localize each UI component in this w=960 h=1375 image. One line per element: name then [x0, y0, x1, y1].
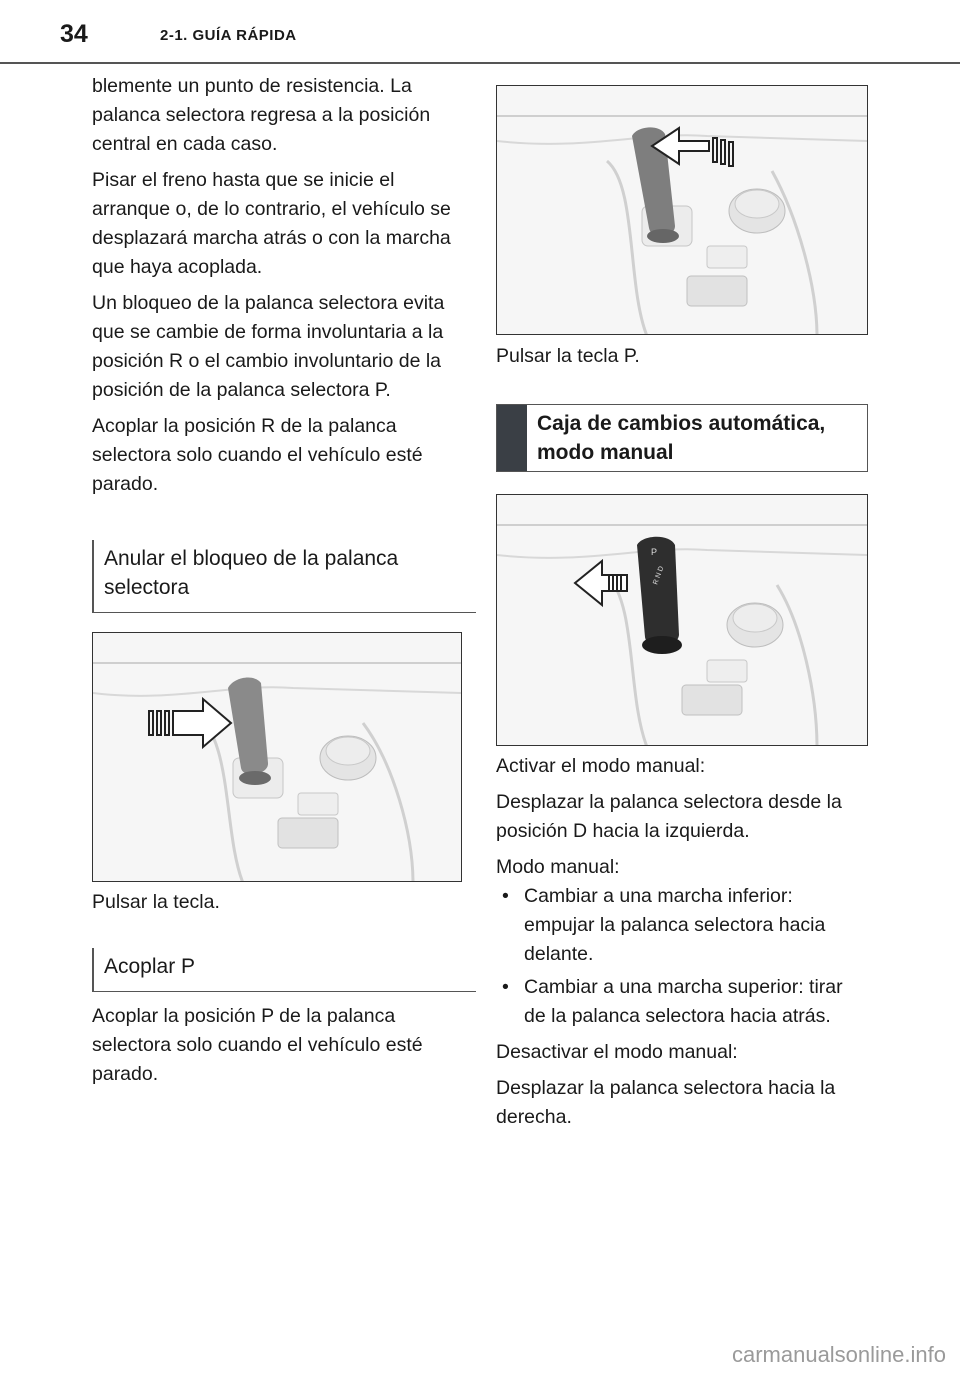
list-item: • Cambiar a una marcha inferior: empujar la palanca selectora hacia delante. — [496, 882, 868, 969]
lever-p-label: P — [651, 547, 658, 557]
heading-manual-mode: Caja de cambios automática, modo manual — [537, 412, 826, 464]
figure-p-button — [496, 85, 868, 335]
paragraph: blemente un punto de resistencia. La palanca selectora regresa a la posición central en cada caso. — [92, 75, 431, 155]
paragraph: Un bloqueo de la palanca selectora evita que se cambie de forma involuntaria a la posición R o el cambio involuntario de la posición de la palanca selectora P. — [92, 292, 445, 401]
heading-unlock-lever: Anular el bloqueo de la palanca selectora — [92, 540, 476, 613]
section-title: 2-1. GUÍA RÁPIDA — [160, 27, 297, 44]
page-number: 34 — [60, 20, 88, 48]
left-intro-text — [92, 72, 464, 506]
paragraph: Activar el modo manual: — [496, 755, 706, 777]
watermark: carmanualsonline.info — [731, 1342, 946, 1367]
paragraph: Desplazar la palanca selectora desde la posición D hacia la izquierda. — [496, 791, 842, 842]
paragraph: Pisar el freno hasta que se inicie el arranque o, de lo contrario, el vehículo se desplazará marcha atrás o con la marcha que haya acoplada. — [92, 169, 451, 278]
right-body-text — [496, 752, 868, 1139]
paragraph: Modo manual: — [496, 856, 620, 878]
bullet-list — [496, 882, 868, 1031]
caption-unlock: Pulsar la tecla. — [92, 891, 220, 913]
figure-unlock-button — [92, 632, 462, 882]
lever-gear-letters: R N D — [652, 565, 666, 586]
paragraph: Desactivar el modo manual: — [496, 1041, 738, 1063]
paragraph-engage-p: Acoplar la posición P de la palanca selectora solo cuando el vehículo esté parado. — [92, 1005, 423, 1085]
heading-accent-bar — [497, 405, 527, 471]
list-item: • Cambiar a una marcha superior: tirar de la palanca selectora hacia atrás. — [496, 973, 868, 1031]
caption-p-button: Pulsar la tecla P. — [496, 345, 640, 367]
paragraph: Desplazar la palanca selectora hacia la derecha. — [496, 1077, 836, 1128]
figure-manual-mode — [496, 494, 868, 746]
heading-engage-p: Acoplar P — [92, 948, 476, 992]
heading-manual-mode-box — [496, 404, 868, 472]
paragraph: Acoplar la posición R de la palanca selectora solo cuando el vehículo esté parado. — [92, 415, 423, 495]
header-rule — [0, 62, 960, 64]
